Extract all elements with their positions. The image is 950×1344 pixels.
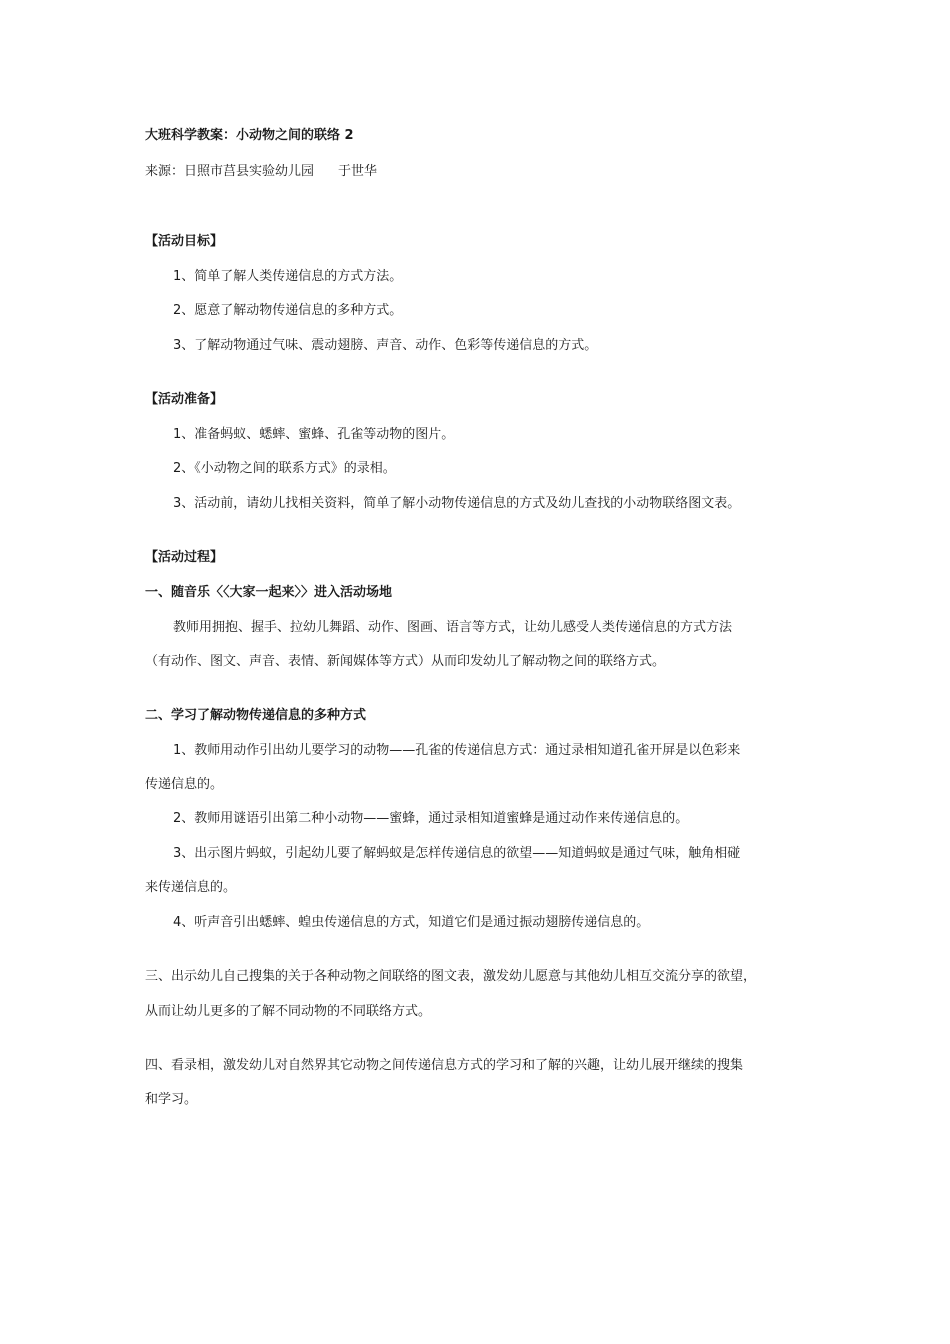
goal-item: 2、愿意了解动物传递信息的多种方式。 xyxy=(173,303,403,318)
section2-item: 3、出示图片蚂蚁，引起幼儿要了解蚂蚁是怎样传递信息的欲望——知道蚂蚁是通过气味，触角相碰 xyxy=(173,846,741,861)
source-label: 来源：日照市莒县实验幼儿园 xyxy=(145,164,315,179)
section2-item: 来传递信息的。 xyxy=(145,880,237,895)
section1-text: （有动作、图文、声音、表情、新闻媒体等方式）从而印发幼儿了解动物之间的联络方式。 xyxy=(145,654,666,669)
source-author: 于世华 xyxy=(338,164,378,179)
section4-text: 和学习。 xyxy=(145,1092,198,1107)
section2-item: 1、教师用动作引出幼儿要学习的动物——孔雀的传递信息方式：通过录相知道孔雀开屏是以色彩来 xyxy=(173,743,741,758)
goal-item: 1、简单了解人类传递信息的方式方法。 xyxy=(173,269,403,284)
section1-title: 一、随音乐〈〈大家一起来〉〉进入活动场地 xyxy=(145,585,393,600)
prep-item: 3、活动前，请幼儿找相关资料，简单了解小动物传递信息的方式及幼儿查找的小动物联络图文表。 xyxy=(173,496,741,511)
section3-text: 从而让幼儿更多的了解不同动物的不同联络方式。 xyxy=(145,1004,432,1019)
goals-heading: 【活动目标】 xyxy=(145,234,224,249)
prep-heading: 【活动准备】 xyxy=(145,392,224,407)
section4-text: 四、看录相，激发幼儿对自然界其它动物之间传递信息方式的学习和了解的兴趣，让幼儿展开继续的搜集 xyxy=(145,1058,744,1073)
section2-item: 2、教师用谜语引出第二种小动物——蜜蜂，通过录相知道蜜蜂是通过动作来传递信息的。 xyxy=(173,811,689,826)
section2-title: 二、学习了解动物传递信息的多种方式 xyxy=(145,708,367,723)
prep-item: 1、准备蚂蚁、蟋蟀、蜜蜂、孔雀等动物的图片。 xyxy=(173,427,455,442)
goal-item: 3、了解动物通过气味、震动翅膀、声音、动作、色彩等传递信息的方式。 xyxy=(173,338,598,353)
prep-item: 2、《小动物之间的联系方式》的录相。 xyxy=(173,461,396,476)
section1-text: 教师用拥抱、握手、拉幼儿舞蹈、动作、图画、语言等方式，让幼儿感受人类传递信息的方式方法 xyxy=(173,620,733,635)
process-heading: 【活动过程】 xyxy=(145,550,224,565)
section3-text: 三、出示幼儿自己搜集的关于各种动物之间联络的图文表，激发幼儿愿意与其他幼儿相互交流分享的欲望， xyxy=(145,969,757,984)
section2-item: 4、听声音引出蟋蟀、蝗虫传递信息的方式，知道它们是通过振动翅膀传递信息的。 xyxy=(173,915,650,930)
document-title: 大班科学教案：小动物之间的联络 2 xyxy=(145,128,354,143)
section2-item: 传递信息的。 xyxy=(145,777,224,792)
source-line xyxy=(145,163,377,181)
